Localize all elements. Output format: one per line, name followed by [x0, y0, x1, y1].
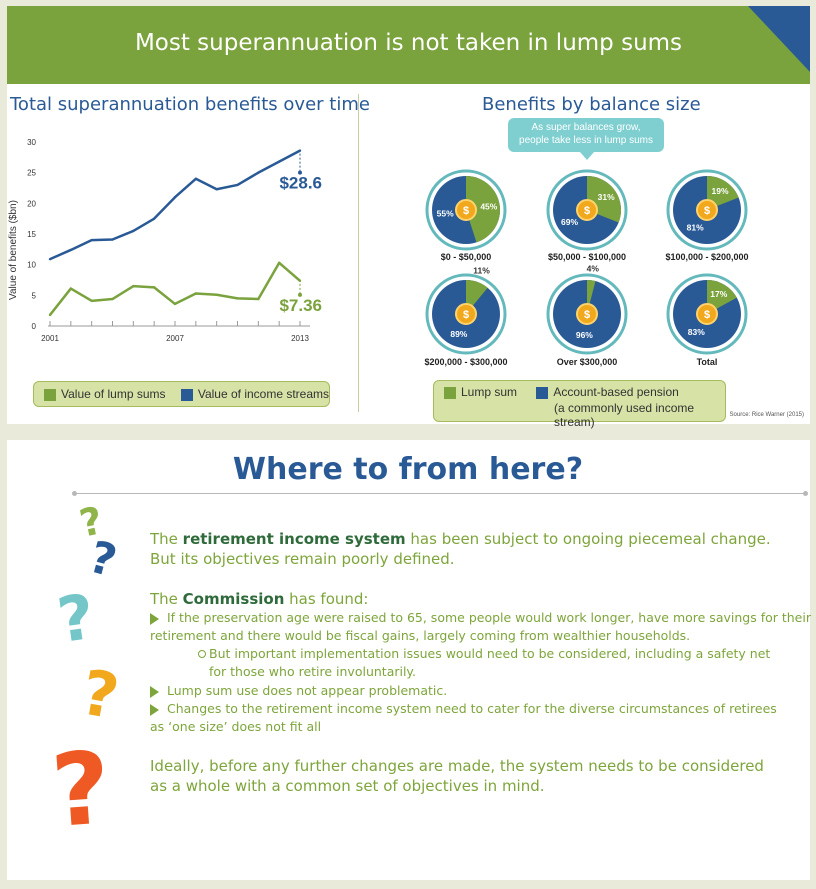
text: for those who retire involuntarily. — [209, 664, 417, 679]
pie-chart — [668, 171, 746, 249]
y-tick-label: 25 — [27, 168, 36, 178]
dollar-icon: $ — [583, 309, 591, 321]
lump-percent-label: 11% — [473, 265, 490, 276]
pie-chart-title: Benefits by balance size — [482, 94, 701, 115]
lump-percent-label: 4% — [586, 263, 599, 274]
pie-chart — [668, 275, 746, 353]
text: The — [150, 530, 183, 548]
end-value-label: $7.36 — [279, 295, 322, 315]
pie-chart — [427, 171, 505, 249]
panel-divider — [358, 94, 359, 412]
sub-bullet — [198, 645, 770, 681]
banner-title: Most superannuation is not taken in lump sums — [134, 30, 683, 56]
pie-label: Over $300,000 — [556, 357, 618, 367]
data-point — [90, 239, 92, 241]
banner — [7, 6, 810, 84]
data-point — [70, 249, 72, 251]
text: has found: — [284, 590, 369, 608]
pie-chart — [548, 171, 626, 249]
question-mark-icon: ? — [83, 531, 122, 588]
data-point — [236, 297, 238, 299]
question-mark-icon: ? — [47, 729, 114, 850]
text: has been subject to ongoing piecemeal change. — [405, 530, 771, 548]
data-point — [153, 286, 155, 288]
heading-rule — [75, 493, 805, 494]
source-note: Source: Rice Warner (2015) — [729, 412, 804, 418]
where-heading: Where to from here? — [232, 452, 584, 487]
bullet-lump-sum — [150, 682, 447, 700]
y-tick-label: 5 — [31, 291, 36, 301]
y-tick-label: 30 — [27, 138, 36, 147]
dollar-icon: $ — [703, 309, 711, 321]
strong-text: Commission — [182, 590, 285, 608]
end-value-label: $28.6 — [279, 173, 322, 193]
legend-item-income — [181, 387, 329, 401]
dollar-icon: $ — [462, 205, 470, 217]
question-mark-icon: ? — [76, 655, 125, 734]
data-point — [195, 178, 197, 180]
pie-chart — [548, 263, 626, 353]
legend-label: Value of income streams — [197, 387, 330, 401]
bullet-arrow-icon — [150, 686, 159, 698]
text: as ‘one size’ does not fit all — [150, 719, 322, 734]
pension-percent-label: 83% — [687, 327, 705, 338]
question-mark-icon: ? — [53, 579, 99, 658]
lump-percent-label: 17% — [710, 289, 728, 300]
pie-label: $100,000 - $200,000 — [665, 252, 749, 262]
data-point — [278, 160, 280, 162]
text: Changes to the retirement income system need to cater for the diverse circumstances of retirees — [167, 701, 777, 716]
data-point — [70, 287, 72, 289]
corner-triangle-icon — [740, 6, 810, 84]
pie-label: $200,000 - $300,000 — [424, 357, 508, 367]
legend-swatch — [536, 387, 548, 399]
pension-percent-label: 81% — [686, 222, 704, 233]
legend-item-lump — [44, 387, 166, 401]
rule-dot — [803, 491, 808, 496]
bullet-preservation — [150, 609, 811, 645]
lump-percent-label: 19% — [711, 185, 729, 196]
data-point — [195, 292, 197, 294]
bullet-arrow-icon — [150, 704, 159, 716]
question-mark-icon: ? — [75, 498, 107, 546]
legend-item-lump-sum — [444, 385, 517, 399]
y-tick-label: 20 — [27, 199, 36, 209]
data-point — [111, 238, 113, 240]
text: But its objectives remain poorly defined. — [150, 550, 455, 568]
rule-dot — [72, 491, 77, 496]
dollar-icon: $ — [462, 309, 470, 321]
text: Lump sum use does not appear problematic. — [167, 683, 448, 698]
pie-label: Total — [696, 357, 718, 367]
pie-chart — [427, 266, 505, 353]
legend-swatch — [44, 389, 56, 401]
callout-line: people take less in lump sums — [519, 135, 653, 146]
pie-label: $50,000 - $100,000 — [547, 252, 627, 262]
text: If the preservation age were raised to 65, some people would work longer, have more savings for their — [167, 610, 811, 625]
data-point — [257, 298, 259, 300]
legend-label: Account-based pension — [553, 385, 679, 399]
data-point — [132, 285, 134, 287]
line-chart-title: Total superannuation benefits over time — [10, 94, 370, 115]
series-line — [50, 151, 300, 260]
dollar-icon: $ — [583, 205, 591, 217]
bullet-arrow-icon — [150, 613, 159, 625]
data-point — [215, 188, 217, 190]
lump-percent-label: 31% — [597, 192, 615, 203]
pie-label: $0 - $50,000 — [440, 252, 492, 262]
data-point — [257, 171, 259, 173]
x-tick-label: 2013 — [291, 334, 309, 343]
data-point — [111, 298, 113, 300]
pension-percent-label: 55% — [436, 208, 454, 219]
bullet-changes — [150, 700, 777, 736]
data-point — [90, 300, 92, 302]
strong-text: retirement income system — [182, 530, 406, 548]
text: The — [150, 590, 183, 608]
legend-item-pension — [536, 385, 678, 399]
y-axis-label: Value of benefits ($bn) — [8, 200, 19, 300]
x-tick-label: 2001 — [41, 334, 59, 343]
line-chart-legend — [33, 381, 330, 407]
paragraph-system — [150, 529, 771, 569]
text: retirement and there would be fiscal gains, largely coming from wealthier households. — [150, 628, 691, 643]
callout-line: As super balances grow, — [531, 122, 641, 133]
legend-swatch — [444, 387, 456, 399]
sub-bullet-icon — [198, 650, 206, 658]
paragraph-ideally — [150, 756, 764, 796]
text: as a whole with a common set of objectives in mind. — [150, 777, 545, 795]
lump-percent-label: 45% — [480, 201, 498, 212]
data-point — [132, 230, 134, 232]
callout — [508, 118, 664, 152]
data-point — [174, 303, 176, 305]
pension-percent-label: 89% — [450, 328, 468, 339]
series-line — [50, 263, 300, 315]
dollar-icon: $ — [703, 205, 711, 217]
pie-chart-legend — [433, 380, 726, 429]
data-point — [236, 184, 238, 186]
legend-label: Lump sum — [461, 385, 518, 399]
data-point — [299, 149, 301, 151]
text: Ideally, before any further changes are made, the system needs to be considered — [150, 757, 764, 775]
y-tick-label: 15 — [27, 230, 36, 239]
paragraph-commission — [150, 589, 368, 609]
data-point — [49, 314, 51, 316]
pension-percent-label: 69% — [561, 216, 579, 227]
data-point — [153, 217, 155, 219]
data-point — [49, 258, 51, 260]
data-point — [174, 196, 176, 198]
text: But important implementation issues would need to be considered, including a safety net — [209, 646, 771, 661]
legend-note: (a commonly used income stream) — [554, 401, 695, 429]
line-chart — [0, 120, 356, 360]
data-point — [215, 294, 217, 296]
legend-label: Value of lump sums — [61, 387, 166, 401]
y-tick-label: 0 — [31, 322, 36, 331]
x-tick-label: 2007 — [166, 334, 184, 343]
legend-swatch — [181, 389, 193, 401]
data-point — [299, 280, 301, 282]
pension-percent-label: 96% — [575, 329, 593, 340]
data-point — [278, 262, 280, 264]
y-tick-label: 10 — [27, 260, 36, 270]
